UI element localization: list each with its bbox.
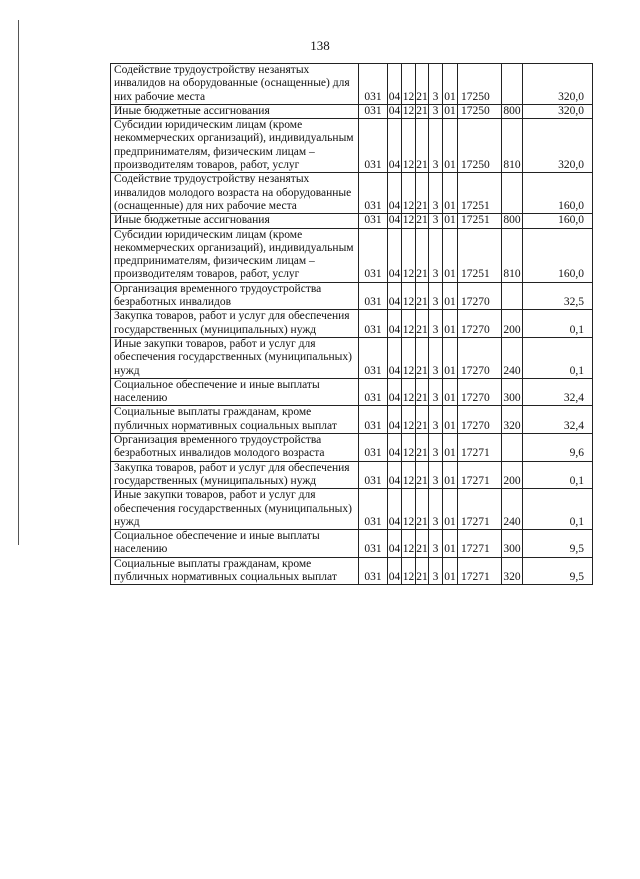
cell-subsection-code: 12 bbox=[402, 310, 416, 338]
cell-expense-type: 320 bbox=[502, 406, 523, 434]
table-row bbox=[111, 282, 593, 310]
table-row bbox=[111, 310, 593, 338]
cell-section-code: 04 bbox=[388, 557, 402, 585]
cell-program-code: 21 bbox=[416, 228, 429, 282]
cell-ved-code: 031 bbox=[359, 228, 388, 282]
cell-program-code: 21 bbox=[416, 282, 429, 310]
cell-subsection-code: 12 bbox=[402, 557, 416, 585]
cell-name: Содействие трудоустройству незанятых инвалидов молодого возраста на оборудованные (оснащенные) для них рабочие места bbox=[111, 173, 359, 214]
table-row bbox=[111, 434, 593, 462]
cell-ved-code: 031 bbox=[359, 406, 388, 434]
table-row bbox=[111, 173, 593, 214]
cell-amount: 32,5 bbox=[523, 282, 593, 310]
cell-name: Содействие трудоустройству незанятых инвалидов на оборудованные (оснащенные) для них рабочие места bbox=[111, 64, 359, 105]
cell-subprogram-code: 3 bbox=[429, 310, 443, 338]
cell-subsection-code: 12 bbox=[402, 489, 416, 530]
cell-subprogram-code: 3 bbox=[429, 434, 443, 462]
cell-subsection-code: 12 bbox=[402, 173, 416, 214]
cell-event-code: 01 bbox=[443, 378, 458, 406]
cell-event-code: 01 bbox=[443, 434, 458, 462]
cell-program-code: 21 bbox=[416, 64, 429, 105]
cell-name: Иные бюджетные ассигнования bbox=[111, 104, 359, 118]
cell-direction-code: 17271 bbox=[458, 557, 502, 585]
cell-amount: 9,5 bbox=[523, 557, 593, 585]
cell-amount: 0,1 bbox=[523, 489, 593, 530]
cell-subsection-code: 12 bbox=[402, 434, 416, 462]
cell-event-code: 01 bbox=[443, 64, 458, 105]
budget-table bbox=[110, 63, 593, 585]
cell-direction-code: 17270 bbox=[458, 337, 502, 378]
cell-subprogram-code: 3 bbox=[429, 214, 443, 228]
cell-program-code: 21 bbox=[416, 104, 428, 117]
cell-ved-code: 031 bbox=[359, 489, 388, 530]
cell-subprogram-code: 3 bbox=[429, 489, 443, 530]
cell-program-code: 21 bbox=[416, 378, 429, 406]
cell-section-code: 04 bbox=[388, 310, 402, 338]
cell-program-code: 21 bbox=[416, 119, 429, 173]
cell-program-code: 21 bbox=[416, 489, 429, 530]
cell-event-code: 01 bbox=[443, 119, 458, 173]
cell-ved-code: 031 bbox=[359, 310, 388, 338]
cell-amount: 32,4 bbox=[523, 406, 593, 434]
cell-program-code: 21 bbox=[416, 406, 429, 434]
cell-ved-code: 031 bbox=[359, 530, 388, 558]
cell-direction-code: 17250 bbox=[458, 64, 502, 105]
cell-name: Субсидии юридическим лицам (кроме некоммерческих организаций), индивидуальным предпринимателям, физическим лицам – производителям товаров, работ, услуг bbox=[111, 119, 359, 173]
cell-section-code: 04 bbox=[388, 434, 402, 462]
cell-expense-type bbox=[502, 64, 523, 105]
cell-direction-code: 17270 bbox=[458, 378, 502, 406]
cell-program-code: 21 bbox=[416, 530, 429, 558]
cell-direction-code: 17250 bbox=[458, 119, 502, 173]
cell-ved-code: 031 bbox=[359, 104, 388, 118]
cell-section-code: 04 bbox=[388, 119, 402, 173]
cell-amount: 9,5 bbox=[523, 530, 593, 558]
cell-subprogram-code: 3 bbox=[429, 378, 443, 406]
cell-ved-code: 031 bbox=[359, 337, 388, 378]
cell-expense-type bbox=[502, 173, 523, 214]
cell-direction-code: 17270 bbox=[458, 310, 502, 338]
cell-event-code: 01 bbox=[443, 461, 458, 489]
cell-expense-type: 810 bbox=[502, 228, 523, 282]
cell-subsection-code: 12 bbox=[402, 214, 415, 227]
cell-subprogram-code: 3 bbox=[429, 530, 443, 558]
cell-event-code: 01 bbox=[443, 557, 458, 585]
table-row bbox=[111, 64, 593, 105]
cell-program-code: 21 bbox=[416, 337, 429, 378]
cell-direction-code: 17251 bbox=[458, 173, 502, 214]
cell-direction-code: 17251 bbox=[458, 214, 502, 228]
cell-ved-code: 031 bbox=[359, 214, 388, 228]
cell-section-code: 04 bbox=[388, 214, 401, 227]
cell-section-code: 04 bbox=[388, 104, 401, 117]
cell-subsection-code: 12 bbox=[402, 64, 416, 105]
cell-event-code: 01 bbox=[444, 214, 456, 227]
cell-section-code: 04 bbox=[388, 173, 402, 214]
cell-event-code: 01 bbox=[443, 406, 458, 434]
page-number: 138 bbox=[310, 38, 330, 53]
left-margin-line bbox=[18, 20, 19, 545]
cell-direction-code: 17271 bbox=[458, 461, 502, 489]
cell-amount: 9,6 bbox=[523, 434, 593, 462]
cell-subsection-code: 12 bbox=[402, 378, 416, 406]
cell-expense-type: 300 bbox=[502, 378, 523, 406]
cell-program-code: 21 bbox=[416, 461, 429, 489]
cell-ved-code: 031 bbox=[359, 119, 388, 173]
cell-subsection-code: 12 bbox=[402, 119, 416, 173]
cell-program-code: 21 bbox=[416, 434, 429, 462]
cell-subprogram-code: 3 bbox=[429, 119, 443, 173]
cell-amount: 160,0 bbox=[523, 173, 593, 214]
cell-section-code: 04 bbox=[388, 530, 402, 558]
cell-subprogram-code: 3 bbox=[429, 406, 443, 434]
cell-direction-code: 17270 bbox=[458, 282, 502, 310]
cell-ved-code: 031 bbox=[359, 282, 388, 310]
cell-program-code: 21 bbox=[416, 310, 429, 338]
budget-table-body bbox=[111, 64, 593, 585]
cell-subsection-code: 12 bbox=[402, 461, 416, 489]
cell-expense-type: 800 bbox=[503, 214, 521, 227]
cell-section-code: 04 bbox=[388, 461, 402, 489]
cell-expense-type: 300 bbox=[502, 530, 523, 558]
cell-section-code: 04 bbox=[388, 228, 402, 282]
cell-subprogram-code: 3 bbox=[429, 282, 443, 310]
cell-ved-code: 031 bbox=[359, 557, 388, 585]
cell-subsection-code: 12 bbox=[402, 282, 416, 310]
cell-section-code: 04 bbox=[388, 378, 402, 406]
table-row bbox=[111, 119, 593, 173]
cell-event-code: 01 bbox=[443, 282, 458, 310]
table-row bbox=[111, 378, 593, 406]
cell-event-code: 01 bbox=[443, 489, 458, 530]
table-row bbox=[111, 489, 593, 530]
cell-direction-code: 17271 bbox=[458, 530, 502, 558]
cell-subprogram-code: 3 bbox=[429, 557, 443, 585]
cell-subsection-code: 12 bbox=[402, 337, 416, 378]
table-row bbox=[111, 530, 593, 558]
cell-subprogram-code: 3 bbox=[429, 461, 443, 489]
cell-subsection-code: 12 bbox=[402, 406, 416, 434]
cell-event-code: 01 bbox=[443, 173, 458, 214]
cell-name: Иные бюджетные ассигнования bbox=[111, 214, 359, 228]
cell-name: Закупка товаров, работ и услуг для обеспечения государственных (муниципальных) нужд bbox=[111, 310, 359, 338]
cell-direction-code: 17251 bbox=[458, 228, 502, 282]
cell-amount: 320,0 bbox=[523, 64, 593, 105]
cell-name: Организация временного трудоустройства безработных инвалидов bbox=[111, 282, 359, 310]
cell-name: Социальное обеспечение и иные выплаты населению bbox=[111, 378, 359, 406]
cell-name: Закупка товаров, работ и услуг для обеспечения государственных (муниципальных) нужд bbox=[111, 461, 359, 489]
table-row bbox=[111, 557, 593, 585]
cell-event-code: 01 bbox=[443, 530, 458, 558]
cell-subprogram-code: 3 bbox=[429, 228, 443, 282]
cell-event-code: 01 bbox=[444, 104, 456, 117]
table-row bbox=[111, 104, 593, 118]
cell-name: Иные закупки товаров, работ и услуг для обеспечения государственных (муниципальных) нужд bbox=[111, 337, 359, 378]
cell-name: Социальные выплаты гражданам, кроме публичных нормативных социальных выплат bbox=[111, 406, 359, 434]
cell-expense-type: 240 bbox=[502, 489, 523, 530]
cell-section-code: 04 bbox=[388, 489, 402, 530]
table-row bbox=[111, 228, 593, 282]
cell-expense-type bbox=[502, 282, 523, 310]
cell-event-code: 01 bbox=[443, 310, 458, 338]
cell-subsection-code: 12 bbox=[402, 104, 415, 117]
cell-program-code: 21 bbox=[416, 173, 429, 214]
cell-subsection-code: 12 bbox=[402, 228, 416, 282]
table-row bbox=[111, 406, 593, 434]
cell-ved-code: 031 bbox=[359, 64, 388, 105]
cell-section-code: 04 bbox=[388, 64, 402, 105]
cell-amount: 0,1 bbox=[523, 461, 593, 489]
cell-event-code: 01 bbox=[443, 337, 458, 378]
cell-direction-code: 17250 bbox=[458, 104, 502, 118]
cell-section-code: 04 bbox=[388, 406, 402, 434]
cell-direction-code: 17271 bbox=[458, 434, 502, 462]
cell-name: Иные закупки товаров, работ и услуг для обеспечения государственных (муниципальных) нужд bbox=[111, 489, 359, 530]
cell-subprogram-code: 3 bbox=[429, 104, 443, 118]
table-row bbox=[111, 461, 593, 489]
cell-amount: 320,0 bbox=[523, 104, 593, 118]
cell-subsection-code: 12 bbox=[402, 530, 416, 558]
cell-amount: 0,1 bbox=[523, 337, 593, 378]
cell-ved-code: 031 bbox=[359, 461, 388, 489]
cell-direction-code: 17270 bbox=[458, 406, 502, 434]
cell-amount: 320,0 bbox=[523, 119, 593, 173]
cell-expense-type bbox=[502, 434, 523, 462]
cell-direction-code: 17271 bbox=[458, 489, 502, 530]
cell-ved-code: 031 bbox=[359, 378, 388, 406]
cell-name: Организация временного трудоустройства безработных инвалидов молодого возраста bbox=[111, 434, 359, 462]
cell-subprogram-code: 3 bbox=[429, 337, 443, 378]
cell-amount: 160,0 bbox=[523, 214, 593, 228]
cell-expense-type: 320 bbox=[502, 557, 523, 585]
cell-program-code: 21 bbox=[416, 214, 428, 227]
cell-expense-type: 800 bbox=[503, 104, 521, 117]
cell-name: Социальное обеспечение и иные выплаты населению bbox=[111, 530, 359, 558]
cell-subprogram-code: 3 bbox=[429, 64, 443, 105]
cell-amount: 160,0 bbox=[523, 228, 593, 282]
cell-amount: 0,1 bbox=[523, 310, 593, 338]
cell-ved-code: 031 bbox=[359, 434, 388, 462]
cell-expense-type: 200 bbox=[502, 461, 523, 489]
cell-event-code: 01 bbox=[443, 228, 458, 282]
table-row bbox=[111, 337, 593, 378]
cell-program-code: 21 bbox=[416, 557, 429, 585]
cell-ved-code: 031 bbox=[359, 173, 388, 214]
table-row bbox=[111, 214, 593, 228]
cell-name: Социальные выплаты гражданам, кроме публичных нормативных социальных выплат bbox=[111, 557, 359, 585]
cell-expense-type: 200 bbox=[502, 310, 523, 338]
cell-section-code: 04 bbox=[388, 337, 402, 378]
cell-expense-type: 810 bbox=[502, 119, 523, 173]
cell-name: Субсидии юридическим лицам (кроме некоммерческих организаций), индивидуальным предпринимателям, физическим лицам – производителям товаров, работ, услуг bbox=[111, 228, 359, 282]
cell-expense-type: 240 bbox=[502, 337, 523, 378]
cell-section-code: 04 bbox=[388, 282, 402, 310]
cell-amount: 32,4 bbox=[523, 378, 593, 406]
cell-subprogram-code: 3 bbox=[429, 173, 443, 214]
